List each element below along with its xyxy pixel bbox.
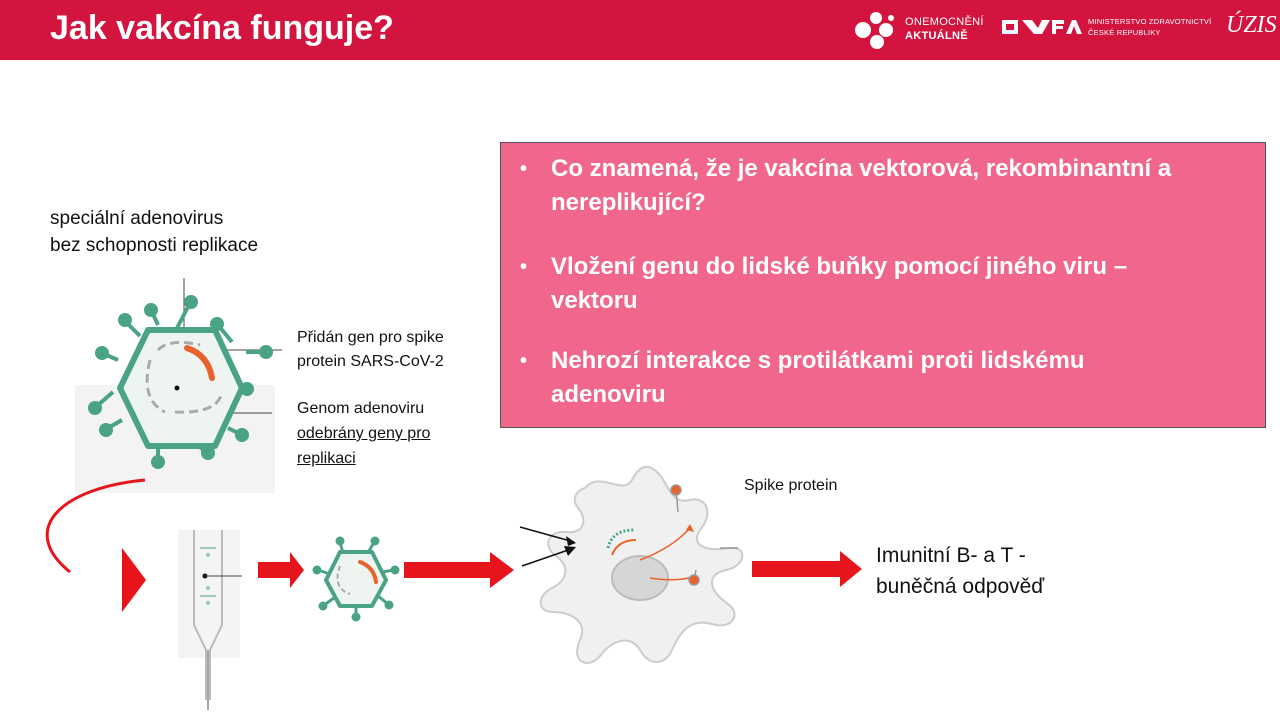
header-bar: [0, 0, 1280, 60]
arrow-right-icon: [258, 552, 304, 588]
info-item-gene-insertion-line2: vektoru: [551, 287, 638, 314]
info-item-no-interaction-line2: adenoviru: [551, 381, 666, 408]
ministry-emblem-icon: [1000, 14, 1082, 38]
gene-label: [297, 326, 444, 374]
gene-label-line2: protein SARS-CoV-2: [297, 353, 444, 370]
logo-text-line1: ONEMOCNĚNÍ: [905, 16, 984, 28]
adenovirus-label-line1: speciální adenovirus: [50, 208, 224, 229]
info-item-vector-line2: nereplikující?: [551, 189, 706, 216]
ministry-logo: [1000, 14, 1220, 48]
info-item-gene-insertion-line1: Vložení genu do lidské buňky pomocí jiného viru –: [551, 253, 1128, 280]
immune-response-label: [876, 540, 1044, 602]
info-item-vector-line1: Co znamená, že je vakcína vektorová, rekombinantní a: [551, 155, 1172, 182]
ministry-name: [1088, 16, 1211, 38]
ministry-name-line1: MINISTERSTVO ZDRAVOTNICTVÍ: [1088, 17, 1212, 26]
info-box: [500, 142, 1266, 428]
genome-label-line1: Genom adenoviru: [297, 400, 425, 417]
page-title: Jak vakcína funguje?: [50, 9, 394, 47]
dots-logo-icon: [853, 10, 903, 52]
genome-label: [297, 396, 430, 471]
immune-response-line1: Imunitní B- a T -: [876, 544, 1026, 567]
gene-label-line1: Přidán gen pro spike: [297, 329, 444, 346]
info-item-no-interaction: [551, 344, 1251, 412]
immune-response-line2: buněčná odpověď: [876, 575, 1045, 598]
cell-icon: [520, 467, 742, 663]
info-item-vector: [551, 152, 1251, 220]
uzis-logo: ÚZIS: [1226, 12, 1277, 38]
arrow-right-icon: [404, 552, 514, 588]
small-adenovirus-icon: [314, 538, 398, 620]
large-adenovirus-icon: [75, 278, 282, 493]
info-item-no-interaction-line1: Nehrozí interakce s protilátkami proti lidskému: [551, 347, 1085, 374]
ministry-name-line2: ČESKÉ REPUBLIKY: [1088, 28, 1161, 37]
genome-label-line2: odebrány geny pro: [297, 425, 431, 442]
curved-arrow-icon: [47, 480, 146, 612]
genome-label-line3: replikaci: [297, 450, 356, 467]
arrow-right-icon: [752, 551, 862, 587]
adenovirus-label-line2: bez schopnosti replikace: [50, 235, 259, 256]
onemocneni-aktualne-logo: [853, 10, 993, 52]
logo-text-line2: AKTUÁLNĚ: [905, 30, 968, 42]
info-item-gene-insertion: [551, 250, 1251, 318]
syringe-icon: [178, 530, 242, 710]
spike-protein-label: Spike protein: [744, 477, 838, 494]
adenovirus-label: [50, 205, 258, 259]
